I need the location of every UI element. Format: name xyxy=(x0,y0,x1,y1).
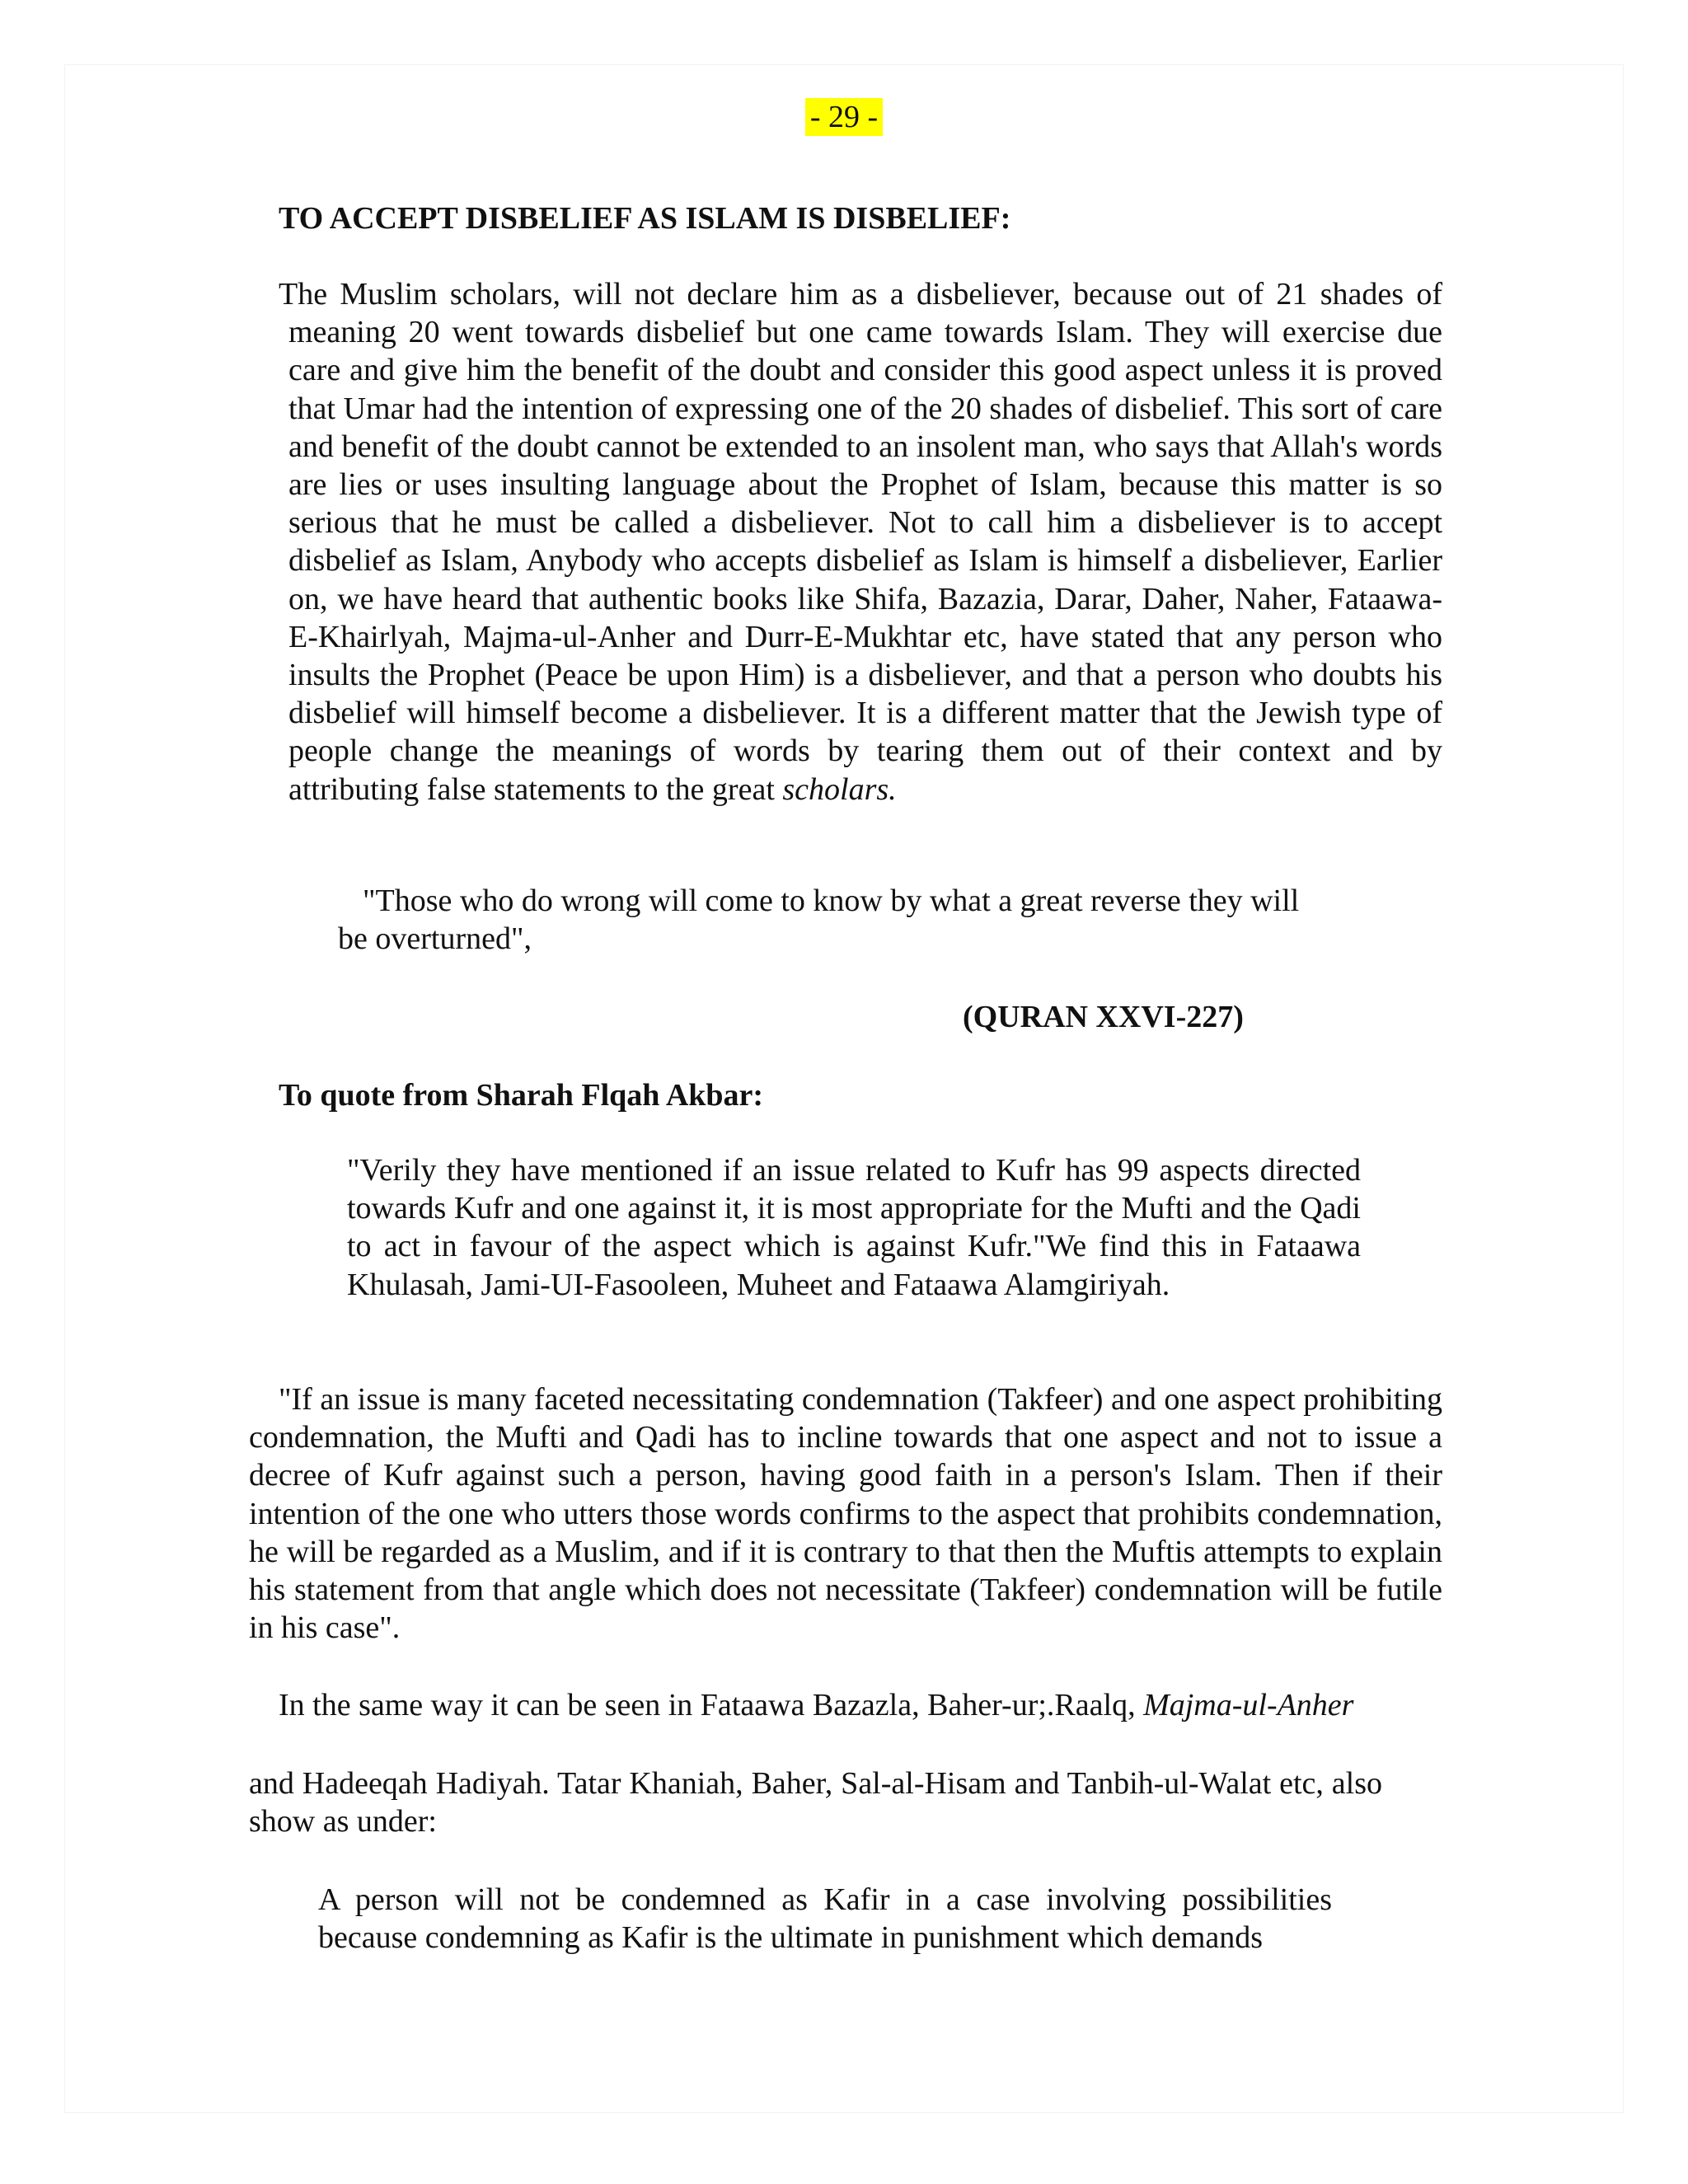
sub-heading: To quote from Sharah Flqah Akbar: xyxy=(279,1078,764,1113)
page-number xyxy=(0,99,1688,135)
paragraph-4 xyxy=(249,1765,1382,1840)
paragraph-4-text: and Hadeeqah Hadiyah. Tatar Khaniah, Baher, Sal-al-Hisam and Tanbih-ul-Walat etc, also show as under: xyxy=(249,1766,1382,1840)
paragraph-3-italic: Majma-ul-Anher xyxy=(1143,1688,1354,1722)
paragraph-3 xyxy=(279,1687,1353,1723)
quran-citation: (QURAN XXVI-227) xyxy=(963,1000,1244,1034)
paragraph-1 xyxy=(279,275,1442,808)
paragraph-1-body xyxy=(279,313,1442,808)
paragraph-1-first-line: The Muslim scholars, will not declare him as a disbeliever, because out of 21 shades of xyxy=(279,277,1442,312)
quote-1 xyxy=(338,882,1364,958)
paragraph-1-italic: scholars. xyxy=(782,771,897,807)
paragraph-5 xyxy=(318,1881,1332,1957)
quote-2: "Verily they have mentioned if an issue related to Kufr has 99 aspects directed towards Kufr and one against it, it is most appropriate for the Mufti and the Qadi to act in favour of the aspect which is against Kufr."We find this in Fataawa Khulasah, Jami-UI-Fasooleen, Muheet and Fataawa Alamgiriyah. xyxy=(347,1153,1361,1302)
paragraph-3-text: In the same way it can be seen in Fataawa Bazazla, Baher-ur;.Raalq, xyxy=(279,1688,1136,1722)
paragraph-2 xyxy=(249,1380,1442,1647)
paragraph-2-text: "If an issue is many faceted necessitating condemnation (Takfeer) and one aspect prohibiting condemnation, the Mufti and Qadi has to incline towards that one aspect and not to issue a decree of Kufr against such a person, having good faith in a person's Islam. Then if their intention of the one who utters those words confirms to the aspect that prohibits condemnation, he will be regarded as a Muslim, and if it is contrary to that then the Muftis attempts to explain his statement from that angle which does not necessitate (Takfeer) condemnation will be futile in his case". xyxy=(249,1382,1443,1646)
page-number-label: - 29 - xyxy=(805,98,883,136)
section-heading: TO ACCEPT DISBELIEF AS ISLAM IS DISBELIEF: xyxy=(279,201,1011,236)
paragraph-1-text: meaning 20 went towards disbelief but one came towards Islam. They will exercise due care and give him the benefit of the doubt and consider this good aspect unless it is proved that Umar had the intention of expressing one of the 20 shades of disbelief. This sort of care and benefit of the doubt cannot be extended to an insolent man, who says that Allah's words are lies or uses insulting language about the Prophet of Islam, because this matter is so serious that he must be called a disbeliever. Not to call him a disbeliever is to accept disbelief as Islam, Anybody who accepts disbelief as Islam is himself a disbeliever, Earlier on, we have heard that authentic books like Shifa, Bazazia, Darar, Daher, Naher, Fataawa-E-Khairlyah, Majma-ul-Anher and Durr-E-Mukhtar etc, have stated that any person who insults the Prophet (Peace be upon Him) is a disbeliever, and that a person who doubts his disbelief will himself become a disbeliever. It is a different matter that the Jewish type of people change the meanings of words by tearing them out of their context and by attributing false statements to the great xyxy=(288,315,1442,807)
quote-1-line-2: be overturned", xyxy=(338,921,532,957)
quote-1-line-1: "Those who do wrong will come to know by what a great reverse they will xyxy=(363,883,1300,918)
paragraph-5-text: A person will not be condemned as Kafir in a case involving possibilities because condemning as Kafir is the ultimate in punishment which demands xyxy=(318,1882,1332,1956)
